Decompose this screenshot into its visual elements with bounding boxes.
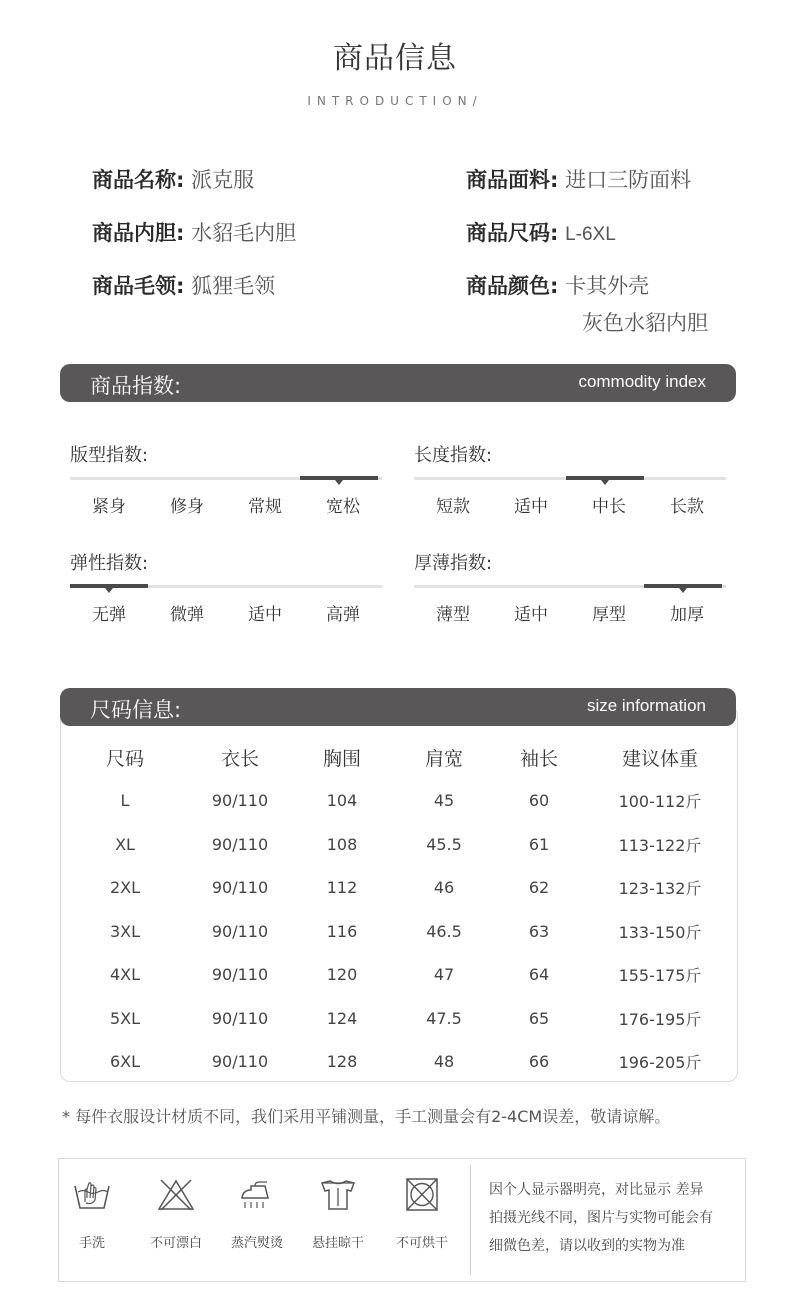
table-cell: 196-205斤 <box>618 1053 702 1073</box>
info-value: 派克服 <box>191 168 255 192</box>
index-options-thickness <box>414 600 726 625</box>
table-cell: 155-175斤 <box>618 966 702 986</box>
index-option: 紧身 <box>92 497 126 517</box>
measurement-note: * 每件衣服设计材质不同，我们采用平铺测量，手工测量会有2-4CM误差，敬请谅解。 <box>62 1107 671 1126</box>
info-value: 狐狸毛领 <box>191 274 276 298</box>
index-track-fit <box>70 477 382 480</box>
index-option: 薄型 <box>436 605 470 625</box>
table-cell: 176-195斤 <box>618 1009 702 1029</box>
table-cell: 100-112斤 <box>618 792 702 812</box>
info-label: 商品尺码: <box>466 221 559 245</box>
info-color <box>466 270 649 300</box>
table-row <box>60 823 736 867</box>
table-cell: 116 <box>326 921 358 941</box>
info-value: 卡其外壳 <box>565 274 650 298</box>
care-item-no-bleach <box>136 1178 216 1251</box>
table-row <box>60 1040 736 1084</box>
index-title-elasticity: 弹性指数: <box>70 553 149 574</box>
table-cell: 46.5 <box>426 921 462 941</box>
info-color-second-line <box>582 307 708 337</box>
table-cell: 124 <box>326 1008 358 1028</box>
care-divider <box>470 1165 471 1275</box>
column-header: 衣长 <box>220 747 259 770</box>
table-cell: 104 <box>326 791 358 811</box>
info-value-2: 灰色水貂内胆 <box>582 311 708 335</box>
hang-dry-icon <box>318 1178 358 1212</box>
care-item-hand-wash <box>52 1178 132 1251</box>
index-option: 厚型 <box>592 605 626 625</box>
table-cell: 63 <box>528 921 550 941</box>
steam-iron-icon <box>237 1178 277 1212</box>
table-cell: XL <box>115 834 135 854</box>
table-row <box>60 953 736 997</box>
table-cell: 90/110 <box>211 921 269 941</box>
table-cell: 120 <box>326 965 358 985</box>
index-option: 短款 <box>436 497 470 517</box>
index-options-length <box>414 492 726 517</box>
index-title-length: 长度指数: <box>414 445 493 466</box>
table-cell: 45 <box>433 791 455 811</box>
size-information-bar <box>60 688 736 726</box>
table-cell: 6XL <box>109 1052 141 1072</box>
index-marker <box>566 476 644 480</box>
table-cell: 64 <box>528 965 550 985</box>
table-cell: 133-150斤 <box>618 922 702 942</box>
hand-wash-icon <box>72 1178 112 1212</box>
table-cell: 108 <box>326 834 358 854</box>
page-title: 商品信息 <box>333 41 457 76</box>
index-option: 中长 <box>592 497 626 517</box>
index-option: 适中 <box>248 605 282 625</box>
table-cell: 90/110 <box>211 791 269 811</box>
index-option: 长款 <box>670 497 704 517</box>
table-cell: 90/110 <box>211 878 269 898</box>
index-option: 适中 <box>514 605 548 625</box>
care-label: 不可烘干 <box>395 1236 448 1251</box>
index-option: 加厚 <box>670 605 704 625</box>
care-item-no-tumble-dry <box>382 1178 462 1251</box>
info-value: 水貂毛内胆 <box>191 221 297 245</box>
index-option: 适中 <box>514 497 548 517</box>
note-line: 细微色差，请以收到的实物为准 <box>489 1238 685 1254</box>
table-cell: 47.5 <box>426 1008 462 1028</box>
info-label: 商品颜色: <box>466 274 559 298</box>
table-cell: 3XL <box>109 921 141 941</box>
page-subtitle: INTRODUCTION/ <box>307 94 483 108</box>
table-cell: L <box>120 791 130 811</box>
table-cell: 65 <box>528 1008 550 1028</box>
section-title: 尺码信息: <box>90 698 182 722</box>
table-header-row <box>60 735 736 779</box>
color-difference-note <box>489 1176 739 1260</box>
column-header: 建议体重 <box>621 747 698 770</box>
table-cell: 61 <box>528 834 550 854</box>
table-cell: 5XL <box>109 1008 141 1028</box>
section-title-en: size information <box>586 696 706 715</box>
info-fabric <box>466 164 691 194</box>
column-header: 肩宽 <box>424 747 463 770</box>
index-option: 常规 <box>248 497 282 517</box>
care-label: 不可漂白 <box>149 1236 202 1251</box>
no-tumble-dry-icon <box>402 1178 442 1212</box>
column-header: 袖长 <box>519 747 558 770</box>
table-cell: 4XL <box>109 965 141 985</box>
table-cell: 48 <box>433 1052 455 1072</box>
table-cell: 112 <box>326 878 358 898</box>
care-label: 蒸汽熨烫 <box>230 1236 283 1251</box>
info-size <box>466 217 616 247</box>
index-option: 微弹 <box>170 605 204 625</box>
info-label: 商品内胆: <box>92 221 185 245</box>
table-cell: 62 <box>528 878 550 898</box>
index-title-thickness: 厚薄指数: <box>414 553 493 574</box>
table-cell: 113-122斤 <box>618 835 702 855</box>
index-marker <box>70 584 148 588</box>
info-collar <box>92 270 275 300</box>
table-cell: 47 <box>433 965 455 985</box>
index-options-elasticity <box>70 600 382 625</box>
table-cell: 66 <box>528 1052 550 1072</box>
table-cell: 60 <box>528 791 550 811</box>
commodity-index-bar <box>60 364 736 402</box>
column-header: 尺码 <box>105 747 144 770</box>
table-cell: 46 <box>433 878 455 898</box>
table-cell: 128 <box>326 1052 358 1072</box>
no-bleach-icon <box>156 1178 196 1212</box>
info-value: 进口三防面料 <box>565 168 692 192</box>
index-option: 无弹 <box>92 605 126 625</box>
table-cell: 2XL <box>109 878 141 898</box>
index-track-thickness <box>414 585 726 588</box>
index-option: 宽松 <box>326 497 360 517</box>
info-label: 商品名称: <box>92 168 185 192</box>
size-table <box>60 735 736 1084</box>
table-row <box>60 910 736 954</box>
note-line: 拍摄光线不同，图片与实物可能会有 <box>489 1210 713 1226</box>
index-title-fit: 版型指数: <box>70 445 149 466</box>
info-lining <box>92 217 296 247</box>
info-label: 商品面料: <box>466 168 559 192</box>
table-row <box>60 997 736 1041</box>
index-track-length <box>414 477 726 480</box>
index-track-elasticity <box>70 585 382 588</box>
section-title: 商品指数: <box>90 374 182 398</box>
table-cell: 90/110 <box>211 834 269 854</box>
table-cell: 45.5 <box>426 834 462 854</box>
table-row <box>60 779 736 823</box>
index-option: 修身 <box>170 497 204 517</box>
index-marker <box>300 476 378 480</box>
info-label: 商品毛领: <box>92 274 185 298</box>
index-options-fit <box>70 492 382 517</box>
care-label: 手洗 <box>78 1236 105 1251</box>
index-marker <box>644 584 722 588</box>
note-line: 因个人显示器明亮，对比显示 差异 <box>489 1182 704 1198</box>
care-item-hang-dry <box>298 1178 378 1251</box>
care-item-steam-iron <box>217 1178 297 1251</box>
column-header: 胸围 <box>322 747 361 770</box>
section-title-en: commodity index <box>578 372 706 391</box>
info-value: L-6XL <box>565 224 616 245</box>
table-cell: 90/110 <box>211 1008 269 1028</box>
table-cell: 90/110 <box>211 1052 269 1072</box>
table-cell: 123-132斤 <box>618 879 702 899</box>
care-label: 悬挂晾干 <box>311 1236 364 1251</box>
info-name <box>92 164 254 194</box>
table-row <box>60 866 736 910</box>
table-cell: 90/110 <box>211 965 269 985</box>
index-option: 高弹 <box>326 605 360 625</box>
